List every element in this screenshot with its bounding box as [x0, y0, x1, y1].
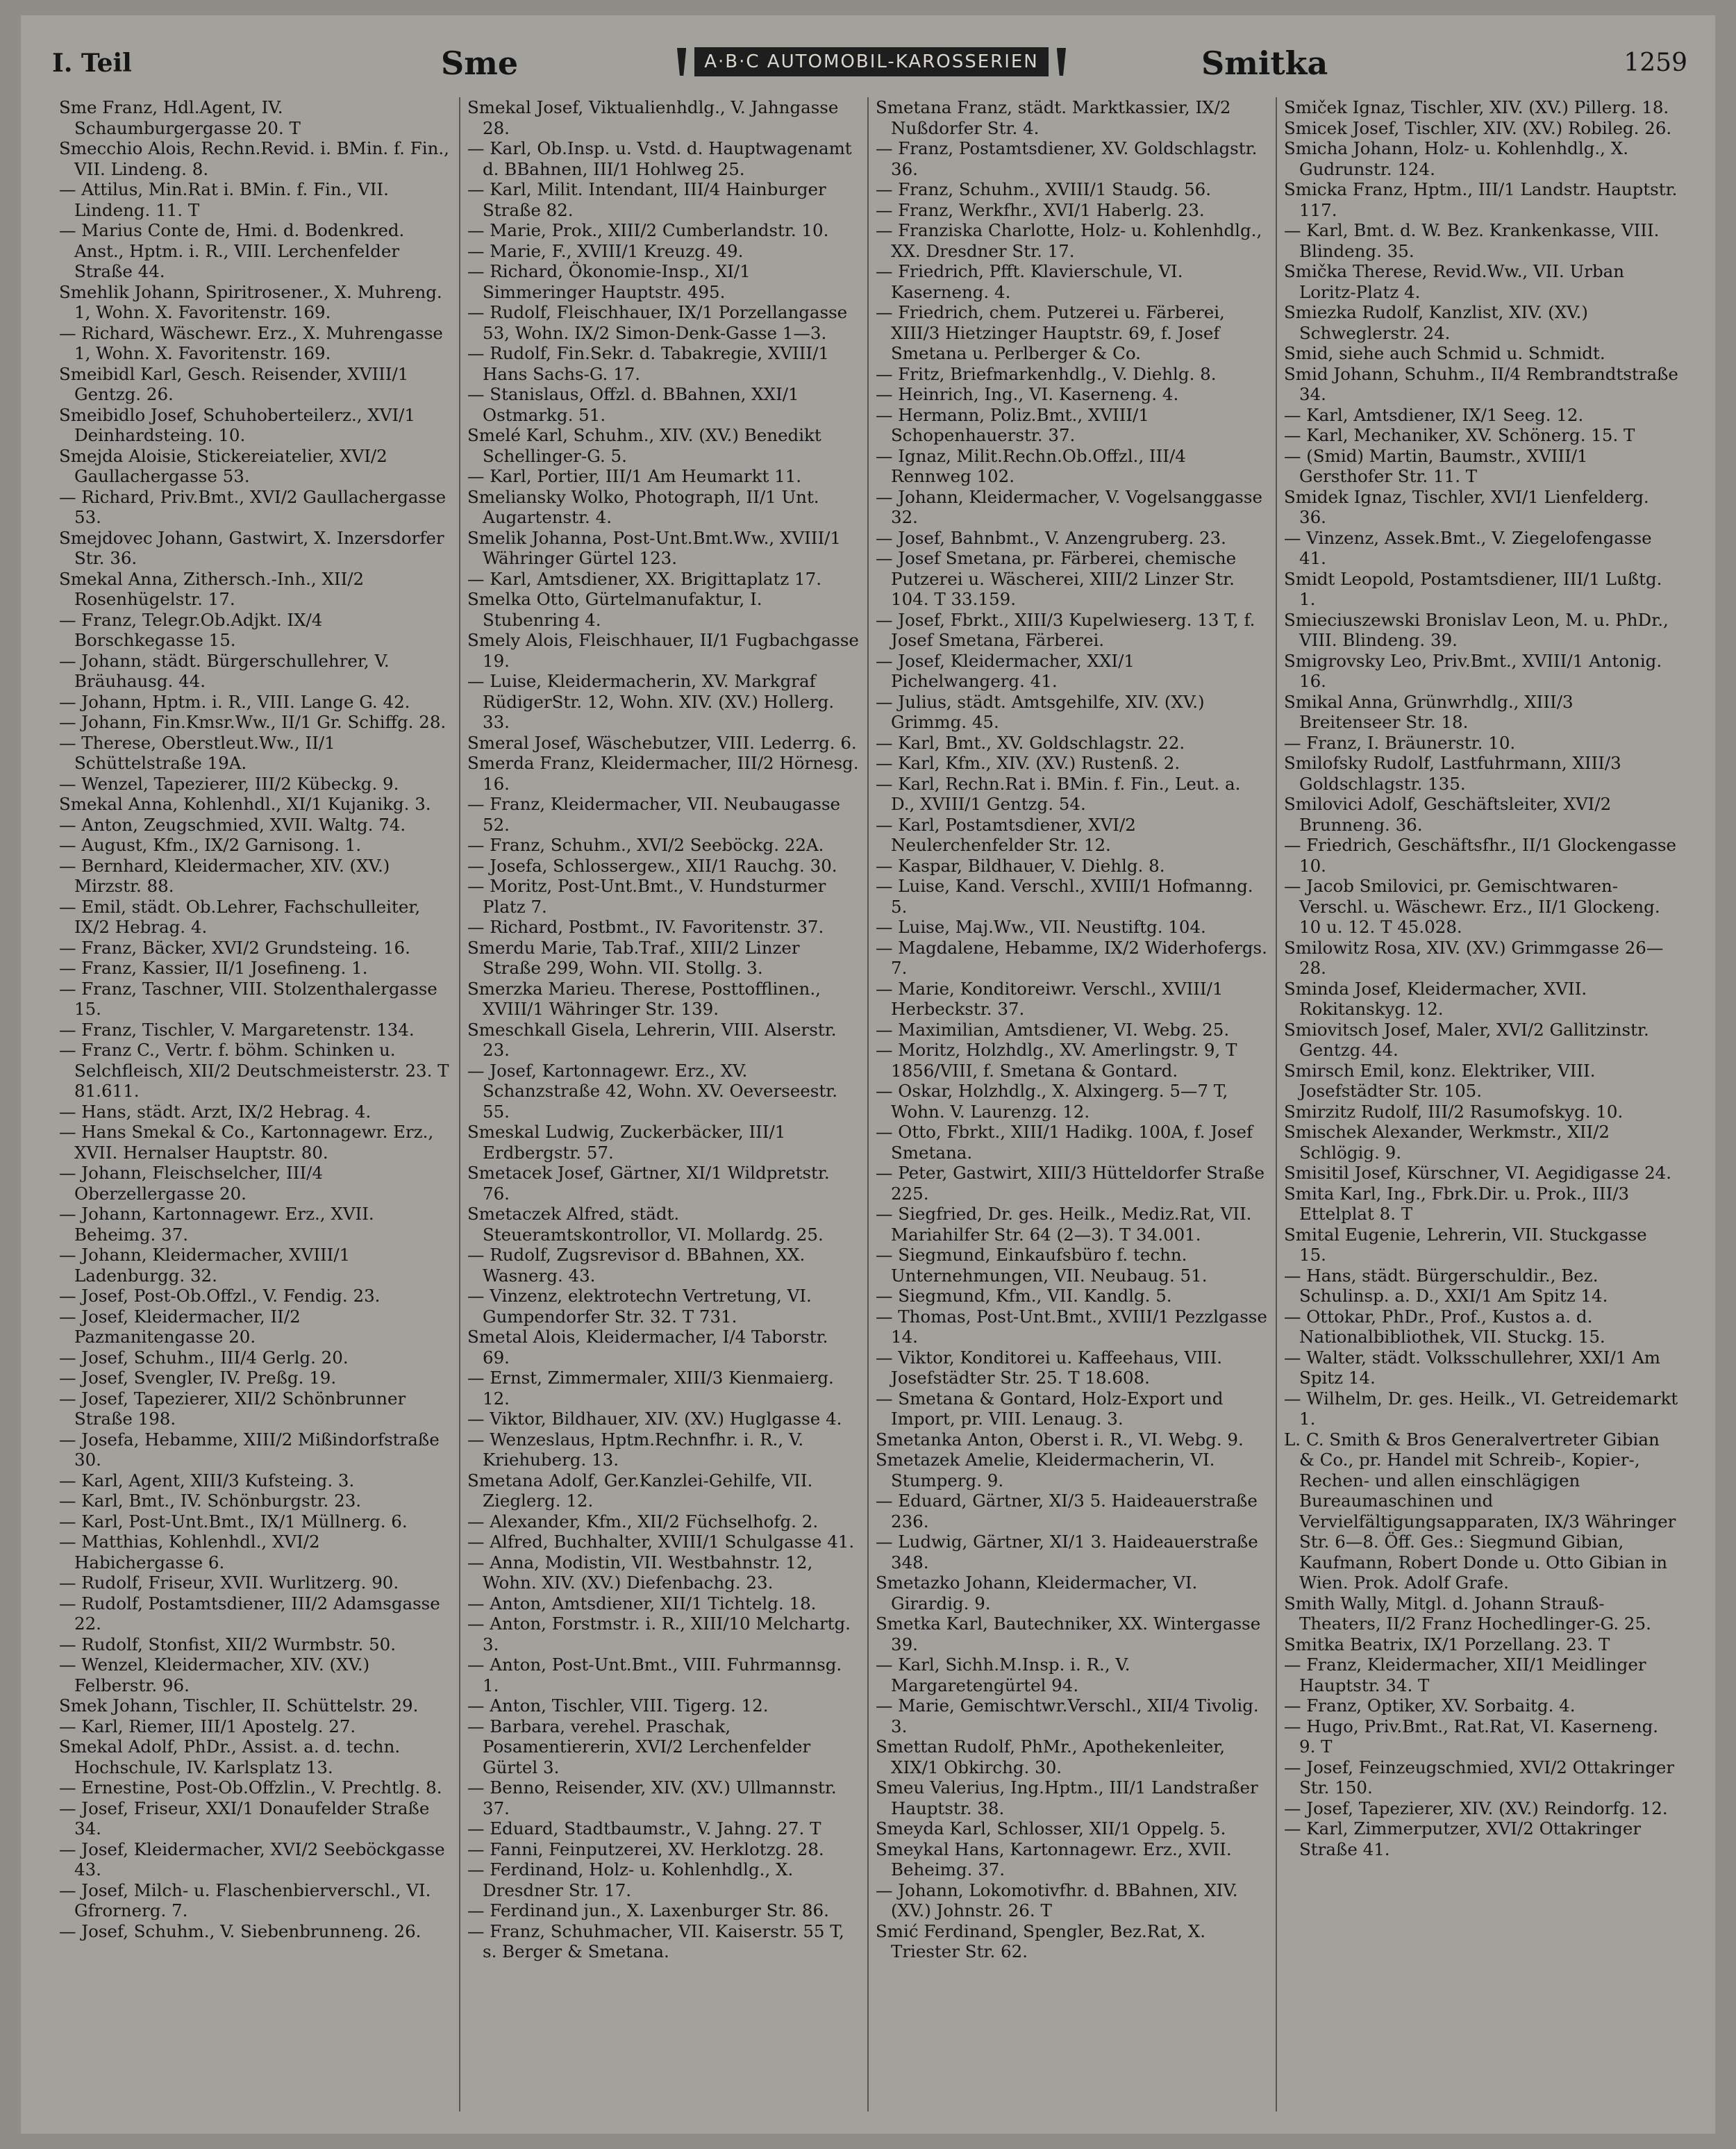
directory-entry: — Johann, Kartonnagewr. Erz., XVII. Beheimg. 37. [59, 1204, 374, 1245]
directory-entry: Smelka Otto, Gürtelmanufaktur, I. Stubenring 4. [467, 589, 762, 630]
directory-entry: Smić Ferdinand, Spengler, Bez.Rat, X. Triester Str. 62. [876, 1920, 1205, 1961]
directory-entry: Smelik Johanna, Post-Unt.Bmt.Ww., XVIII/1 Währinger Gürtel 123. [467, 527, 842, 568]
directory-entry: — Peter, Gastwirt, XIII/3 Hütteldorfer Straße 225. [876, 1163, 1265, 1204]
directory-entry: — Thomas, Post-Unt.Bmt., XVIII/1 Pezzlgasse 14. [876, 1306, 1267, 1347]
directory-column [869, 97, 1277, 2111]
directory-entry: — Moritz, Post-Unt.Bmt., V. Hundsturmer Platz 7. [467, 876, 826, 917]
directory-entry: — Karl, Kfm., XIV. (XV.) Rustenß. 2. [876, 753, 1180, 773]
directory-entry: Smerdu Marie, Tab.Traf., XIII/2 Linzer Straße 299, Wohn. VII. Stollg. 3. [467, 937, 800, 978]
directory-entry: Smeykal Hans, Kartonnagewr. Erz., XVII. Beheimg. 37. [876, 1839, 1232, 1880]
directory-entry: Smetanka Anton, Oberst i. R., VI. Webg. 9. [876, 1429, 1244, 1450]
range-start-word: Sme [441, 44, 519, 82]
directory-entry: — Hans Smekal & Co., Kartonnagewr. Erz., XVII. Hernalser Hauptstr. 80. [59, 1122, 434, 1163]
directory-entry: — Rudolf, Postamtsdiener, III/2 Adamsgasse 22. [59, 1593, 440, 1634]
directory-entry: Smetana Franz, städt. Marktkassier, IX/2 Nußdorfer Str. 4. [876, 97, 1231, 138]
directory-entry: — Karl, Amtsdiener, IX/1 Seeg. 12. [1284, 404, 1584, 425]
directory-entry: — Julius, städt. Amtsgehilfe, XIV. (XV.) Grimmg. 45. [876, 691, 1205, 732]
directory-entry: — Josefa, Hebamme, XIII/2 Mißindorfstraße 30. [59, 1429, 440, 1470]
directory-entry: — Franz, Tischler, V. Margaretenstr. 134. [59, 1019, 415, 1040]
directory-entry: Smidek Ignaz, Tischler, XVI/1 Lienfelderg. 36. [1284, 486, 1649, 527]
directory-entry: — Friedrich, Geschäftsfhr., II/1 Glockengasse 10. [1284, 835, 1677, 876]
directory-entry: Smita Karl, Ing., Fbrk.Dir. u. Prok., III/3 Ettelplat 8. T [1284, 1183, 1630, 1224]
directory-entry: Smecchio Alois, Rechn.Revid. i. BMin. f. Fin., VII. Lindeng. 8. [59, 138, 449, 179]
directory-entry: — Franz, Schuhm., XVI/2 Seeböckg. 22A. [467, 835, 824, 855]
directory-entry: — Johann, Fleischselcher, III/4 Oberzellergasse 20. [59, 1163, 324, 1204]
directory-entry: Smek Johann, Tischler, II. Schüttelstr. 29. [59, 1695, 419, 1716]
directory-entry: — Luise, Kleidermacherin, XV. Markgraf RüdigerStr. 12, Wohn. XIV. (XV.) Hollerg. 33. [467, 671, 835, 732]
directory-entry: — Hans, städt. Bürgerschuldir., Bez. Schulinsp. a. D., XXI/1 Am Spitz 14. [1284, 1265, 1608, 1306]
directory-entry: — Josef, Tapezierer, XII/2 Schönbrunner Straße 198. [59, 1388, 406, 1429]
directory-entry: — Johann, Kleidermacher, XVIII/1 Ladenburgg. 32. [59, 1245, 351, 1286]
directory-entry: — Magdalene, Hebamme, IX/2 Widerhofergs. 7. [876, 937, 1267, 978]
directory-entry: Smikal Anna, Grünwrhdlg., XIII/3 Breitenseer Str. 18. [1284, 691, 1574, 732]
directory-entry: Smeibidl Karl, Gesch. Reisender, XVIII/1 Gentzg. 26. [59, 363, 409, 404]
directory-entry: — Franz, Kleidermacher, XII/1 Meidlinger Hauptstr. 34. T [1284, 1654, 1646, 1695]
directory-entry: — Rudolf, Zugsrevisor d. BBahnen, XX. Wasnerg. 43. [467, 1245, 806, 1286]
directory-entry: Smekal Adolf, PhDr., Assist. a. d. techn. Hochschule, IV. Karlsplatz 13. [59, 1736, 401, 1777]
directory-entry: — Rudolf, Fin.Sekr. d. Tabakregie, XVIII/1 Hans Sachs-G. 17. [467, 343, 829, 384]
directory-entry: — Josef, Kleidermacher, XXI/1 Pichelwangerg. 41. [876, 650, 1135, 691]
directory-entry: — Karl, Rechn.Rat i. BMin. f. Fin., Leut. a. D., XVIII/1 Gentzg. 54. [876, 773, 1241, 814]
directory-entry: Smiezka Rudolf, Kanzlist, XIV. (XV.) Schweglerstr. 24. [1284, 302, 1588, 343]
directory-entry: Smicka Franz, Hptm., III/1 Landstr. Hauptstr. 117. [1284, 179, 1678, 220]
directory-entry: — Franziska Charlotte, Holz- u. Kohlenhdlg., XX. Dresdner Str. 17. [876, 220, 1262, 261]
directory-entry: — Franz, Bäcker, XVI/2 Grundsteing. 16. [59, 937, 410, 958]
directory-entry: Smejda Aloisie, Stickereiatelier, XVI/2 Gaullachergasse 53. [59, 445, 387, 486]
directory-entry: Smital Eugenie, Lehrerin, VII. Stuckgasse 15. [1284, 1224, 1647, 1265]
directory-entry: Smetazek Amelie, Kleidermacherin, VI. Stumperg. 9. [876, 1450, 1215, 1491]
directory-entry: Smetana Adolf, Ger.Kanzlei-Gehilfe, VII. Zieglerg. 12. [467, 1470, 813, 1511]
advertisement-text: A·B·C AUTOMOBIL-KAROSSERIEN [694, 47, 1049, 76]
directory-columns [52, 97, 1687, 2111]
directory-entry: — Marie, Gemischtwr.Verschl., XII/4 Tivolig. 3. [876, 1695, 1259, 1736]
directory-entry: — Franz, Kleidermacher, VII. Neubaugasse 52. [467, 794, 841, 835]
directory-entry: — Wenzel, Tapezierer, III/2 Kübeckg. 9. [59, 773, 399, 794]
directory-entry: — Karl, Sichh.M.Insp. i. R., V. Margaretengürtel 94. [876, 1654, 1130, 1695]
part-label: I. Teil [52, 49, 132, 78]
directory-entry: — Josef, Bahnbmt., V. Anzengruberg. 23. [876, 527, 1226, 548]
directory-entry: L. C. Smith & Bros Generalvertreter Gibian & Co., pr. Handel mit Schreib-, Kopier-, Rechen- und allen einschlägigen Bureaumaschinen und Vervielfältigungsapparaten, IX/3 Währinger Str. 6—8. Öff. Ges.: Siegmund Gibian, Kaufmann, Robert Donde u. Otto Gibian in Wien. Prok. Adolf Grafe. [1284, 1429, 1676, 1593]
directory-entry: — Matthias, Kohlenhdl., XVI/2 Habichergasse 6. [59, 1532, 320, 1573]
directory-entry: — Siegmund, Einkaufsbüro f. techn. Unternehmungen, VII. Neubaug. 51. [876, 1245, 1208, 1286]
directory-entry: Smetka Karl, Bautechniker, XX. Wintergasse 39. [876, 1613, 1261, 1654]
directory-entry: — Josefa, Schlossergew., XII/1 Rauchg. 30. [467, 855, 837, 876]
page-header [52, 36, 1687, 92]
directory-entry: — Hugo, Priv.Bmt., Rat.Rat, VI. Kaserneng. 9. T [1284, 1716, 1659, 1757]
directory-entry: Sme Franz, Hdl.Agent, IV. Schaumburgergasse 20. T [59, 97, 301, 138]
directory-entry: Smekal Anna, Kohlenhdl., XI/1 Kujanikg. 3. [59, 794, 431, 814]
directory-entry: — Josef, Tapezierer, XIV. (XV.) Reindorfg. 12. [1284, 1798, 1668, 1818]
directory-entry: — Siegfried, Dr. ges. Heilk., Mediz.Rat, VII. Mariahilfer Str. 64 (2—3). T 34.001. [876, 1204, 1252, 1245]
directory-entry: — Josef Smetana, pr. Färberei, chemische Putzerei u. Wäscherei, XIII/2 Linzer Str. 104. T 33.159. [876, 548, 1237, 609]
directory-entry: — Otto, Fbrkt., XIII/1 Hadikg. 100A, f. Josef Smetana. [876, 1122, 1253, 1163]
directory-entry: — Karl, Ob.Insp. u. Vstd. d. Hauptwagenamt d. BBahnen, III/1 Hohlweg 25. [467, 138, 852, 179]
directory-entry: — Josef, Kleidermacher, II/2 Pazmanitengasse 20. [59, 1306, 301, 1347]
directory-entry: Smirzitz Rudolf, III/2 Rasumofskyg. 10. [1284, 1101, 1624, 1122]
directory-entry: — Jacob Smilovici, pr. Gemischtwaren-Verschl. u. Wäschewr. Erz., II/1 Glockeng. 10 u. 12. T 45.028. [1284, 876, 1660, 937]
directory-entry: — Ludwig, Gärtner, XI/1 3. Haideauerstraße 348. [876, 1532, 1258, 1573]
directory-entry: — Benno, Reisender, XIV. (XV.) Ullmannstr. 37. [467, 1777, 837, 1818]
directory-entry: — Ernestine, Post-Ob.Offzlin., V. Prechtlg. 8. [59, 1777, 442, 1798]
directory-entry: — Anton, Zeugschmied, XVII. Waltg. 74. [59, 814, 406, 835]
directory-entry: — Friedrich, chem. Putzerei u. Färberei, XIII/3 Hietzinger Hauptstr. 69, f. Josef Smetana u. Perlberger & Co. [876, 302, 1225, 363]
directory-entry: Smeibidlo Josef, Schuhoberteilerz., XVI/1 Deinhardsteing. 10. [59, 404, 415, 445]
directory-entry: — Richard, Ökonomie-Insp., XI/1 Simmeringer Hauptstr. 495. [467, 261, 751, 302]
directory-entry: — Luise, Maj.Ww., VII. Neustiftg. 104. [876, 917, 1206, 937]
directory-entry: Smilowitz Rosa, XIV. (XV.) Grimmgasse 26—28. [1284, 937, 1664, 978]
directory-entry: Smekal Anna, Zithersch.-Inh., XII/2 Rosenhügelstr. 17. [59, 568, 365, 609]
directory-entry: — Franz C., Vertr. f. böhm. Schinken u. Selchfleisch, XII/2 Deutschmeisterstr. 23. T 81.611. [59, 1040, 449, 1101]
directory-entry: — Ignaz, Milit.Rechn.Ob.Offzl., III/4 Rennweg 102. [876, 445, 1186, 486]
directory-entry: — Karl, Agent, XIII/3 Kufsteing. 3. [59, 1470, 355, 1491]
directory-entry: — Karl, Post-Unt.Bmt., IX/1 Müllnerg. 6. [59, 1511, 408, 1532]
directory-entry: — Johann, städt. Bürgerschullehrer, V. Bräuhausg. 44. [59, 650, 390, 691]
directory-entry: — Josef, Fbrkt., XIII/3 Kupelwieserg. 13 T, f. Josef Smetana, Färberei. [876, 609, 1255, 650]
directory-entry: — Josef, Milch- u. Flaschenbierverschl., VI. Gfrornerg. 7. [59, 1880, 431, 1920]
directory-entry: — Richard, Postbmt., IV. Favoritenstr. 37. [467, 917, 824, 937]
directory-entry: — Kaspar, Bildhauer, V. Diehlg. 8. [876, 855, 1165, 876]
directory-entry: — Josef, Schuhm., V. Siebenbrunneng. 26. [59, 1920, 422, 1941]
directory-entry: — Hans, städt. Arzt, IX/2 Hebrag. 4. [59, 1101, 372, 1122]
directory-entry: — Marius Conte de, Hmi. d. Bodenkred. Anst., Hptm. i. R., VIII. Lerchenfelder Straße 44. [59, 220, 405, 281]
directory-entry: — Ottokar, PhDr., Prof., Kustos a. d. Nationalbibliothek, VII. Stuckg. 15. [1284, 1306, 1605, 1347]
directory-entry: — Franz, Postamtsdiener, XV. Goldschlagstr. 36. [876, 138, 1258, 179]
directory-entry: Smetazko Johann, Kleidermacher, VI. Girardig. 9. [876, 1573, 1198, 1613]
directory-entry: — Siegmund, Kfm., VII. Kandlg. 5. [876, 1286, 1172, 1306]
directory-entry: — Marie, Konditoreiwr. Verschl., XVIII/1 Herbeckstr. 37. [876, 978, 1224, 1019]
directory-entry: — Alexander, Kfm., XII/2 Füchselhofg. 2. [467, 1511, 819, 1532]
directory-entry: — Wenzeslaus, Hptm.Rechnfhr. i. R., V. Kriehuberg. 13. [467, 1429, 804, 1470]
directory-entry: Smicha Johann, Holz- u. Kohlenhdlg., X. Gudrunstr. 124. [1284, 138, 1628, 179]
directory-entry: — Karl, Bmt. d. W. Bez. Krankenkasse, VIII. Blindeng. 35. [1284, 220, 1660, 261]
directory-entry: — Karl, Amtsdiener, XX. Brigittaplatz 17. [467, 568, 822, 589]
directory-entry: — Johann, Hptm. i. R., VIII. Lange G. 42. [59, 691, 410, 712]
directory-entry: — Franz, Taschner, VIII. Stolzenthalergasse 15. [59, 978, 437, 1019]
directory-entry: Smitka Beatrix, IX/1 Porzellang. 23. T [1284, 1634, 1610, 1654]
directory-column [52, 97, 460, 2111]
directory-entry: Smeu Valerius, Ing.Hptm., III/1 Landstraßer Hauptstr. 38. [876, 1777, 1258, 1818]
directory-entry: Smerda Franz, Kleidermacher, III/2 Hörnesg. 16. [467, 753, 859, 794]
directory-entry: — (Smid) Martin, Baumstr., XVIII/1 Gersthofer Str. 11. T [1284, 445, 1588, 486]
directory-entry: Smeliansky Wolko, Photograph, II/1 Unt. Augartenstr. 4. [467, 486, 819, 527]
directory-entry: — Marie, F., XVIII/1 Kreuzg. 49. [467, 240, 744, 261]
directory-entry: — Anton, Forstmstr. i. R., XIII/10 Melchartg. 3. [467, 1613, 851, 1654]
directory-column [460, 97, 869, 2111]
directory-entry: — Rudolf, Fleischhauer, IX/1 Porzellangasse 53, Wohn. IX/2 Simon-Denk-Gasse 1—3. [467, 302, 848, 343]
directory-entry: Smetaczek Alfred, städt. Steueramtskontrollor, VI. Mollardg. 25. [467, 1204, 824, 1245]
directory-entry: — Emil, städt. Ob.Lehrer, Fachschulleiter, IX/2 Hebrag. 4. [59, 896, 421, 937]
directory-entry: Smid Johann, Schuhm., II/4 Rembrandtstraße 34. [1284, 363, 1678, 404]
directory-entry: Smelé Karl, Schuhm., XIV. (XV.) Benedikt Schellinger-G. 5. [467, 425, 821, 466]
directory-entry: Smeschkall Gisela, Lehrerin, VIII. Alserstr. 23. [467, 1019, 837, 1060]
directory-entry: — Moritz, Holzhdlg., XV. Amerlingstr. 9, T 1856/VIII, f. Smetana & Gontard. [876, 1040, 1237, 1081]
directory-entry: — Anna, Modistin, VII. Westbahnstr. 12, Wohn. XIV. (XV.) Diefenbachg. 23. [467, 1552, 813, 1593]
directory-entry: — Anton, Amtsdiener, XII/1 Tichtelg. 18. [467, 1593, 817, 1613]
directory-entry: — Ferdinand jun., X. Laxenburger Str. 86. [467, 1900, 829, 1920]
directory-entry: Smidt Leopold, Postamtsdiener, III/1 Lußtg. 1. [1284, 568, 1662, 609]
directory-entry: — Walter, städt. Volksschullehrer, XXI/1 Am Spitz 14. [1284, 1347, 1661, 1388]
directory-entry: — Maximilian, Amtsdiener, VI. Webg. 25. [876, 1019, 1230, 1040]
directory-entry: — Barbara, verehel. Praschak, Posamentiererin, XVI/2 Lerchenfelder Gürtel 3. [467, 1716, 811, 1777]
directory-entry: — Franz, Schuhmacher, VII. Kaiserstr. 55 T, s. Berger & Smetana. [467, 1920, 844, 1961]
directory-entry: — Franz, I. Bräunerstr. 10. [1284, 732, 1516, 753]
directory-entry: — Anton, Tischler, VIII. Tigerg. 12. [467, 1695, 769, 1716]
directory-entry: Smeskal Ludwig, Zuckerbäcker, III/1 Erdbergstr. 57. [467, 1122, 786, 1163]
directory-entry: Smehlik Johann, Spiritrosener., X. Muhreng. 1, Wohn. X. Favoritenstr. 169. [59, 281, 442, 322]
directory-entry: — Rudolf, Stonfist, XII/2 Wurmbstr. 50. [59, 1634, 397, 1654]
directory-entry: — Johann, Lokomotivfhr. d. BBahnen, XIV. (XV.) Johnstr. 26. T [876, 1880, 1238, 1920]
directory-entry: — Franz, Schuhm., XVIII/1 Staudg. 56. [876, 179, 1212, 199]
page-number: 1259 [1624, 49, 1687, 77]
directory-entry: Smeyda Karl, Schlosser, XII/1 Oppelg. 5. [876, 1818, 1226, 1839]
directory-entry: — Josef, Schuhm., III/4 Gerlg. 20. [59, 1347, 349, 1368]
directory-entry: — Wilhelm, Dr. ges. Heilk., VI. Getreidemarkt 1. [1284, 1388, 1678, 1429]
directory-entry: — Josef, Svengler, IV. Preßg. 19. [59, 1368, 337, 1388]
directory-entry: — Karl, Bmt., XV. Goldschlagstr. 22. [876, 732, 1185, 753]
directory-entry: — Attilus, Min.Rat i. BMin. f. Fin., VII. Lindeng. 11. T [59, 179, 389, 220]
directory-entry: — Karl, Portier, III/1 Am Heumarkt 11. [467, 466, 802, 486]
directory-entry: — Josef, Feinzeugschmied, XVI/2 Ottakringer Str. 150. [1284, 1757, 1675, 1798]
directory-entry: Smilovici Adolf, Geschäftsleiter, XVI/2 Brunneng. 36. [1284, 794, 1612, 835]
directory-entry: — Stanislaus, Offzl. d. BBahnen, XXI/1 Ostmarkg. 51. [467, 384, 799, 425]
directory-entry: Smiček Ignaz, Tischler, XIV. (XV.) Pillerg. 18. [1284, 97, 1669, 117]
directory-entry: — Heinrich, Ing., VI. Kaserneng. 4. [876, 384, 1179, 404]
directory-entry: — Anton, Post-Unt.Bmt., VIII. Fuhrmannsg. 1. [467, 1654, 842, 1695]
directory-entry: — Oskar, Holzhdlg., X. Alxingerg. 5—7 T, Wohn. V. Laurenzg. 12. [876, 1081, 1228, 1122]
directory-entry: Smeral Josef, Wäschebutzer, VIII. Lederrg. 6. [467, 732, 857, 753]
directory-entry: Sminda Josef, Kleidermacher, XVII. Rokitanskyg. 12. [1284, 978, 1587, 1019]
directory-entry: Smetacek Josef, Gärtner, XI/1 Wildpretstr. 76. [467, 1163, 830, 1204]
directory-entry: — Josef, Kleidermacher, XVI/2 Seeböckgasse 43. [59, 1839, 445, 1880]
brand-emblem-icon [1057, 48, 1066, 76]
directory-entry: — Marie, Prok., XIII/2 Cumberlandstr. 10. [467, 220, 829, 240]
directory-entry: — Viktor, Konditorei u. Kaffeehaus, VIII. Josefstädter Str. 25. T 18.608. [876, 1347, 1223, 1388]
directory-entry: — Hermann, Poliz.Bmt., XVIII/1 Schopenhauerstr. 37. [876, 404, 1149, 445]
directory-entry: — August, Kfm., IX/2 Garnisong. 1. [59, 835, 362, 855]
directory-entry: — Franz, Optiker, XV. Sorbaitg. 4. [1284, 1695, 1576, 1716]
directory-entry: — Friedrich, Pfft. Klavierschule, VI. Kaserneng. 4. [876, 261, 1183, 302]
directory-entry: — Ernst, Zimmermaler, XIII/3 Kienmaierg. 12. [467, 1368, 834, 1409]
directory-entry: Smely Alois, Fleischhauer, II/1 Fugbachgasse 19. [467, 630, 859, 671]
directory-entry: — Karl, Milit. Intendant, III/4 Hainburger Straße 82. [467, 179, 826, 220]
directory-entry: — Karl, Riemer, III/1 Apostelg. 27. [59, 1716, 356, 1736]
directory-entry: Smith Wally, Mitgl. d. Johann Strauß-Theaters, II/2 Franz Hochedlinger-G. 25. [1284, 1593, 1651, 1634]
directory-entry: — Josef, Post-Ob.Offzl., V. Fendig. 23. [59, 1286, 381, 1306]
directory-entry: Smička Therese, Revid.Ww., VII. Urban Loritz-Platz 4. [1284, 261, 1625, 302]
range-end-word: Smitka [1201, 44, 1328, 82]
directory-entry: — Therese, Oberstleut.Ww., II/1 Schüttelstraße 19A. [59, 732, 335, 773]
directory-entry: Smerzka Marieu. Therese, Posttofflinen., XVIII/1 Währinger Str. 139. [467, 978, 821, 1019]
header-advertisement [677, 43, 1066, 81]
directory-entry: — Eduard, Stadtbaumstr., V. Jahng. 27. T [467, 1818, 821, 1839]
directory-entry: Smirsch Emil, konz. Elektriker, VIII. Josefstädter Str. 105. [1284, 1060, 1596, 1101]
directory-entry: — Ferdinand, Holz- u. Kohlenhdlg., X. Dresdner Str. 17. [467, 1859, 794, 1900]
directory-entry: Smilofsky Rudolf, Lastfuhrmann, XIII/3 Goldschlagstr. 135. [1284, 753, 1621, 794]
directory-entry: Smischek Alexander, Werkmstr., XII/2 Schlögig. 9. [1284, 1122, 1610, 1163]
directory-entry: Smisitil Josef, Kürschner, VI. Aegidigasse 24. [1284, 1163, 1672, 1183]
directory-entry: — Franz, Werkfhr., XVI/1 Haberlg. 23. [876, 199, 1205, 220]
directory-entry: Smid, siehe auch Schmid u. Schmidt. [1284, 343, 1605, 363]
directory-entry: — Fritz, Briefmarkenhdlg., V. Diehlg. 8. [876, 363, 1217, 384]
directory-entry: — Viktor, Bildhauer, XIV. (XV.) Huglgasse 4. [467, 1409, 842, 1429]
directory-entry: — Franz, Telegr.Ob.Adjkt. IX/4 Borschkegasse 15. [59, 609, 323, 650]
directory-entry: — Richard, Priv.Bmt., XVI/2 Gaullachergasse 53. [59, 486, 446, 527]
directory-entry: — Josef, Friseur, XXI/1 Donaufelder Straße 34. [59, 1798, 430, 1839]
directory-entry: — Karl, Postamtsdiener, XVI/2 Neulerchenfelder Str. 12. [876, 814, 1136, 855]
directory-entry: — Alfred, Buchhalter, XVIII/1 Schulgasse 41. [467, 1532, 855, 1552]
directory-entry: — Rudolf, Friseur, XVII. Wurlitzerg. 90. [59, 1573, 399, 1593]
directory-entry: Smettan Rudolf, PhMr., Apothekenleiter, XIX/1 Obkirchg. 30. [876, 1736, 1226, 1777]
brand-emblem-icon [677, 48, 686, 76]
directory-entry: — Richard, Wäschewr. Erz., X. Muhrengasse 1, Wohn. X. Favoritenstr. 169. [59, 322, 443, 363]
directory-entry: — Karl, Zimmerputzer, XVI/2 Ottakringer Straße 41. [1284, 1818, 1642, 1859]
directory-entry: — Karl, Bmt., IV. Schönburgstr. 23. [59, 1491, 362, 1511]
directory-entry: Smieciuszewski Bronislav Leon, M. u. PhDr., VIII. Blindeng. 39. [1284, 609, 1669, 650]
directory-entry: Smejdovec Johann, Gastwirt, X. Inzersdorfer Str. 36. [59, 527, 444, 568]
directory-entry: Smekal Josef, Viktualienhdlg., V. Jahngasse 28. [467, 97, 839, 138]
directory-entry: Smetal Alois, Kleidermacher, I/4 Taborstr. 69. [467, 1327, 828, 1368]
directory-entry: — Bernhard, Kleidermacher, XIV. (XV.) Mirzstr. 88. [59, 855, 390, 896]
directory-entry: — Wenzel, Kleidermacher, XIV. (XV.) Felberstr. 96. [59, 1654, 370, 1695]
directory-page [21, 15, 1715, 2134]
directory-entry: — Josef, Kartonnagewr. Erz., XV. Schanzstraße 42, Wohn. XV. Oeverseestr. 55. [467, 1060, 837, 1122]
directory-entry: — Fanni, Feinputzerei, XV. Herklotzg. 28. [467, 1839, 824, 1859]
directory-entry: Smiovitsch Josef, Maler, XVI/2 Gallitzinstr. Gentzg. 44. [1284, 1019, 1649, 1060]
directory-entry: — Luise, Kand. Verschl., XVIII/1 Hofmanng. 5. [876, 876, 1253, 917]
directory-entry: — Franz, Kassier, II/1 Josefineng. 1. [59, 958, 368, 978]
directory-column [1277, 97, 1685, 2111]
directory-entry: Smigrovsky Leo, Priv.Bmt., XVIII/1 Antonig. 16. [1284, 650, 1662, 691]
directory-entry: — Smetana & Gontard, Holz-Export und Import, pr. VIII. Lenaug. 3. [876, 1388, 1224, 1429]
directory-entry: Smicek Josef, Tischler, XIV. (XV.) Robileg. 26. [1284, 117, 1672, 138]
directory-entry: — Eduard, Gärtner, XI/3 5. Haideauerstraße 236. [876, 1491, 1258, 1532]
directory-entry: — Johann, Fin.Kmsr.Ww., II/1 Gr. Schiffg. 28. [59, 712, 446, 732]
directory-entry: — Johann, Kleidermacher, V. Vogelsanggasse 32. [876, 486, 1262, 527]
directory-entry: — Karl, Mechaniker, XV. Schönerg. 15. T [1284, 425, 1635, 445]
directory-entry: — Vinzenz, Assek.Bmt., V. Ziegelofengasse 41. [1284, 527, 1652, 568]
directory-entry: — Vinzenz, elektrotechn Vertretung, VI. Gumpendorfer Str. 32. T 731. [467, 1286, 812, 1327]
